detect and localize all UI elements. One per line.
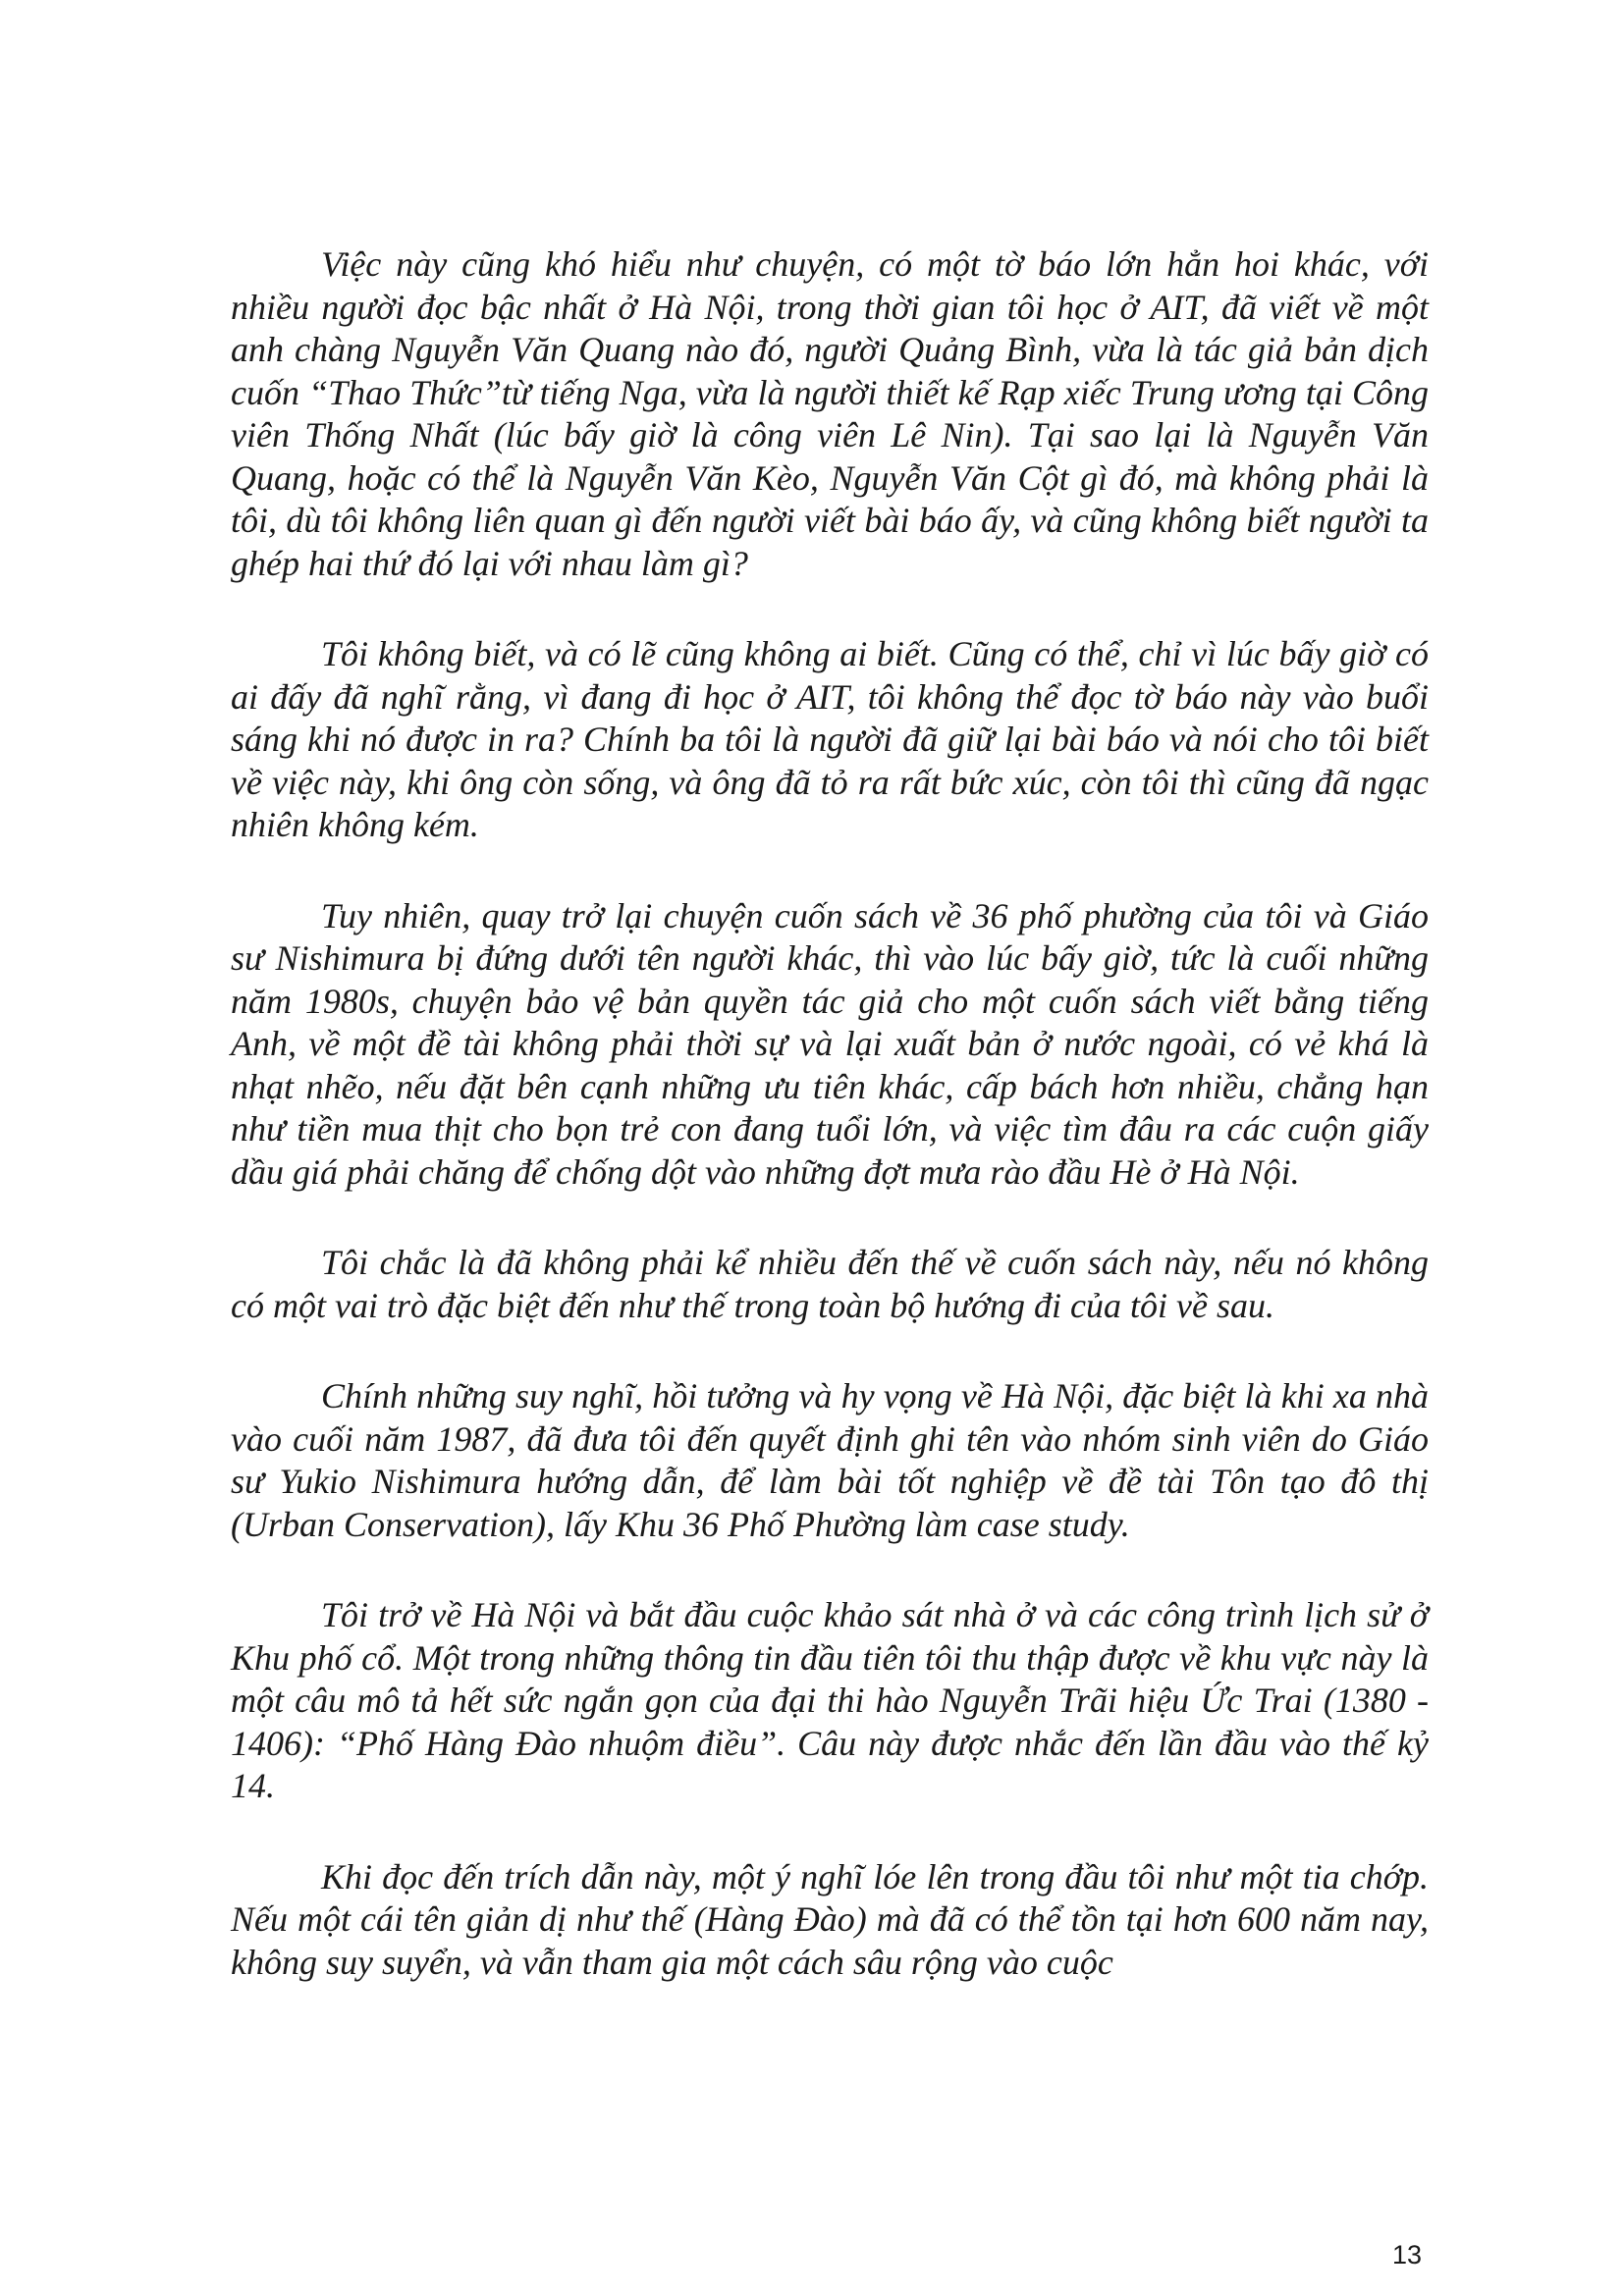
- paragraph-3: Tuy nhiên, quay trở lại chuyện cuốn sách về 36 phố phường của tôi và Giáo sư Nishimura bị đứng dưới tên người khác, thì vào lúc bấy giờ, tức là cuối những năm 1980s, chuyện bảo vệ bản quyền tác giả cho một cuốn sách viết bằng tiếng Anh, về một đề tài không phải thời sự và lại xuất bản ở nước ngoài, có vẻ khá là nhạt nhẽo, nếu đặt bên cạnh những ưu tiên khác, cấp bách hơn nhiều, chẳng hạn như tiền mua thịt cho bọn trẻ con đang tuổi lớn, và việc tìm đâu ra các cuộn giấy dầu giá phải chăng để chống dột vào những đợt mưa rào đầu Hè ở Hà Nội.: [231, 895, 1429, 1192]
- page-number: 13: [1391, 2240, 1422, 2269]
- paragraph-4: Tôi chắc là đã không phải kể nhiều đến thế về cuốn sách này, nếu nó không có một vai trò đặc biệt đến như thế trong toàn bộ hướng đi của tôi về sau.: [231, 1243, 1429, 1325]
- paragraph-7: Khi đọc đến trích dẫn này, một ý nghĩ lóe lên trong đầu tôi như một tia chớp. Nếu một cái tên giản dị như thế (Hàng Đào) mà đã có thể tồn tại hơn 600 năm nay, không suy suyển, và vẫn tham gia một cách sâu rộng vào cuộc: [231, 1856, 1429, 1982]
- paragraph-2: Tôi không biết, và có lẽ cũng không ai biết. Cũng có thể, chỉ vì lúc bấy giờ có ai đấy đã nghĩ rằng, vì đang đi học ở AIT, tôi không thể đọc tờ báo này vào buổi sáng khi nó được in ra? Chính ba tôi là người đã giữ lại bài báo và nói cho tôi biết về việc này, khi ông còn sống, và ông đã tỏ ra rất bức xúc, còn tôi thì cũng đã ngạc nhiên không kém.: [231, 634, 1429, 844]
- paragraph-6: Tôi trở về Hà Nội và bắt đầu cuộc khảo sát nhà ở và các công trình lịch sử ở Khu phố cổ. Một trong những thông tin đầu tiên tôi thu thập được về khu vực này là một câu mô tả hết sức ngắn gọn của đại thi hào Nguyễn Trãi hiệu Ức Trai (1380 - 1406): “Phố Hàng Đào nhuộm điều”. Câu này được nhắc đến lần đầu vào thế kỷ 14.: [231, 1595, 1429, 1805]
- body-text: [231, 243, 1429, 2032]
- paragraph-5: Chính những suy nghĩ, hồi tưởng và hy vọng về Hà Nội, đặc biệt là khi xa nhà vào cuối năm 1987, đã đưa tôi đến quyết định ghi tên vào nhóm sinh viên do Giáo sư Yukio Nishimura hướng dẫn, để làm bài tốt nghiệp về đề tài Tôn tạo đô thị (Urban Conservation), lấy Khu 36 Phố Phường làm case study.: [231, 1376, 1429, 1544]
- paragraph-1: Việc này cũng khó hiểu như chuyện, có một tờ báo lớn hẳn hoi khác, với nhiều người đọc bậc nhất ở Hà Nội, trong thời gian tôi học ở AIT, đã viết về một anh chàng Nguyễn Văn Quang nào đó, người Quảng Bình, vừa là tác giả bản dịch cuốn “Thao Thức”từ tiếng Nga, vừa là người thiết kế Rạp xiếc Trung ương tại Công viên Thống Nhất (lúc bấy giờ là công viên Lê Nin). Tại sao lại là Nguyễn Văn Quang, hoặc có thể là Nguyễn Văn Kèo, Nguyễn Văn Cột gì đó, mà không phải là tôi, dù tôi không liên quan gì đến người viết bài báo ấy, và cũng không biết người ta ghép hai thứ đó lại với nhau làm gì?: [231, 244, 1429, 583]
